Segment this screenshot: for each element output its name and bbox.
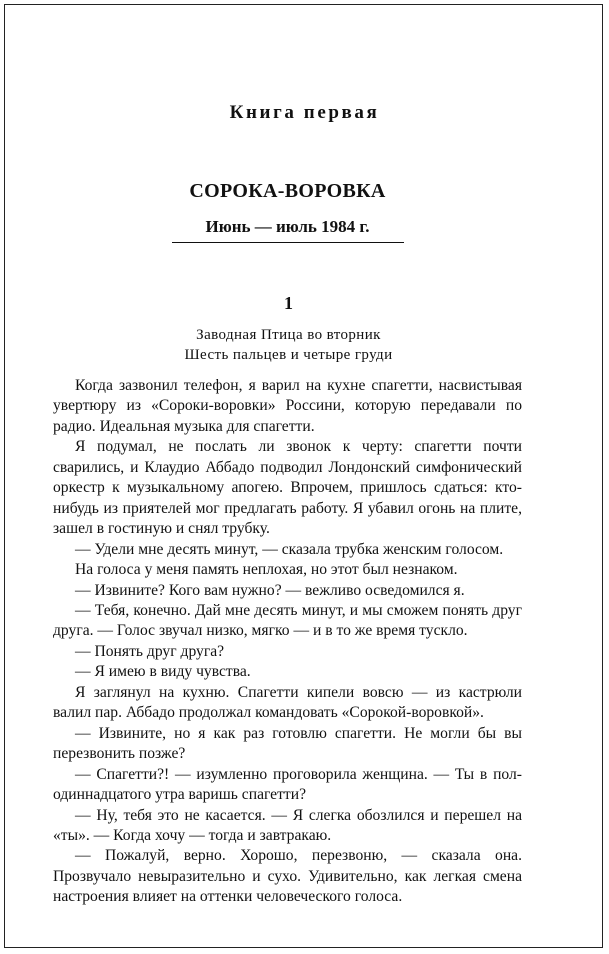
paragraph: — Я имею в виду чувства. xyxy=(75,663,251,681)
paragraph: Я подумал, не послать ли звонок к черту: спагетти почти сварились, и Клаудио Аббадо подводил Лондонский симфонический оркестр к музыкальному апогею. Впрочем, пришлось сдаться: кто-нибудь из приятелей мог предлагать работу. Я убавил огонь на плите, зашел в гостиную и снял трубку. xyxy=(53,438,522,538)
book-title: Книга первая xyxy=(229,102,380,123)
part-title: СОРОКА-ВОРОВКА xyxy=(189,180,386,202)
paragraph: — Удели мне десять минут, — сказала трубка женским голосом. xyxy=(75,540,504,558)
paragraph: Я заглянул на кухню. Спагетти кипели вовсю — из кастрюли валил пар. Аббадо продолжал командовать «Сорокой-воровкой». xyxy=(53,683,522,722)
paragraph: — Пожалуй, верно. Хорошо, перезвоню, — сказала она. Прозвучало невыразительно и сухо. Удивительно, как легкая смена настроения влияет на оттенки человеческого голоса. xyxy=(53,847,522,906)
paragraph: — Спагетти?! — изумленно проговорила женщина. — Ты в пол-одиннадцатого утра варишь спагетти? xyxy=(53,765,522,804)
paragraph: На голоса у меня память неплохая, но этот был незнаком. xyxy=(75,561,458,579)
paragraph: — Понять друг друга? xyxy=(75,642,225,660)
chapter-subtitle-line1: Заводная Птица во вторник xyxy=(196,327,381,343)
paragraph: — Извините? Кого вам нужно? — вежливо осведомился я. xyxy=(75,581,465,599)
chapter-subtitle-line2: Шесть пальцев и четыре груди xyxy=(184,347,393,363)
paragraph: — Тебя, конечно. Дай мне десять минут, и мы сможем понять друг друга. — Голос звучал низко, мягко — и в то же время тускло. xyxy=(53,601,522,640)
paragraph: — Извините, но я как раз готовлю спагетти. Не могли бы вы перезвонить позже? xyxy=(53,724,522,763)
paragraph: — Ну, тебя это не касается. — Я слегка обозлился и перешел на «ты». — Когда хочу — тогда и завтракаю. xyxy=(53,806,522,844)
part-dates: Июнь — июль 1984 г. xyxy=(205,217,370,236)
chapter-number: 1 xyxy=(284,293,293,313)
title-rule xyxy=(172,242,404,243)
chapter-body xyxy=(53,376,522,908)
paragraph: Когда зазвонил телефон, я варил на кухне спагетти, насвистывая увертюру из «Сороки-воровки» Россини, которую передавали по радио. Идеальная музыка для спагетти. xyxy=(53,377,522,435)
